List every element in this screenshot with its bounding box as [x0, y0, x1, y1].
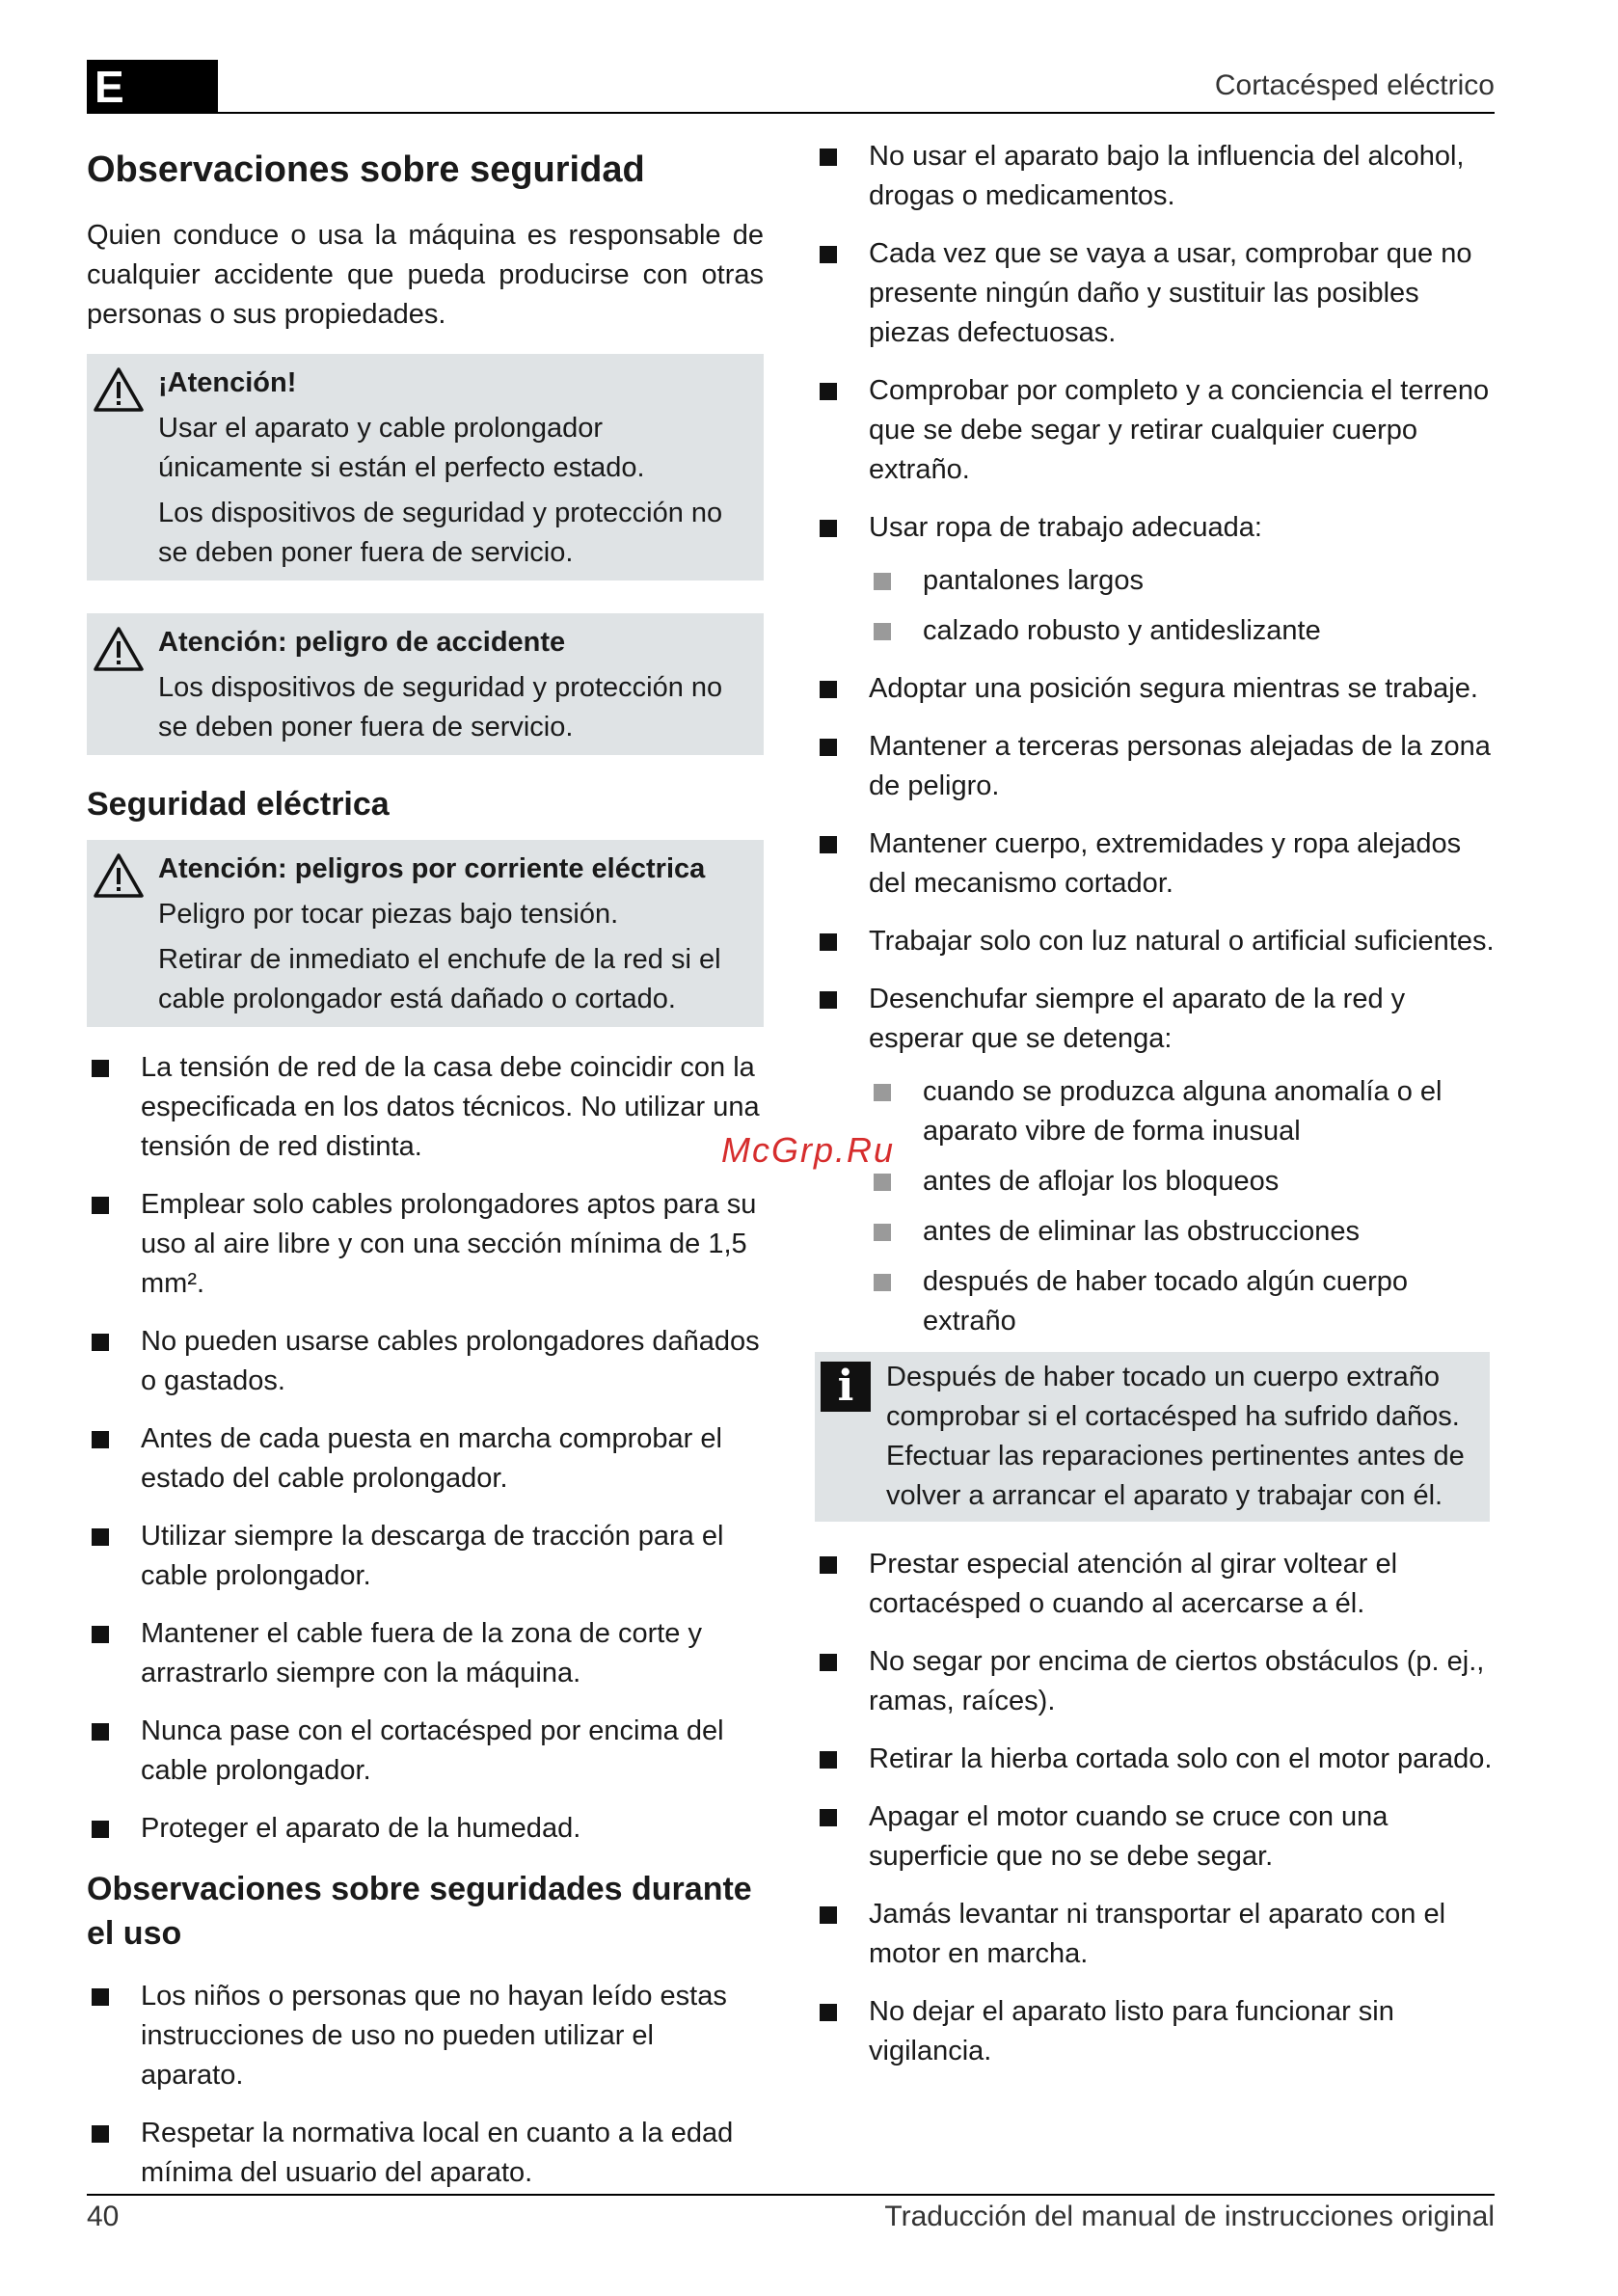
- page-number: 40: [87, 2201, 120, 2232]
- warning-box-accident: [87, 613, 764, 755]
- header-rule: [218, 112, 1495, 114]
- list-item: Comprobar por completo y a conciencia el terreno que se debe segar y retirar cualquier cuerpo extraño.: [815, 371, 1495, 490]
- watermark: McGrp.Ru: [721, 1130, 896, 1170]
- warning-title: ¡Atención!: [158, 367, 297, 398]
- list-item: Nunca pase con el cortacésped por encima del cable prolongador.: [87, 1712, 764, 1791]
- warning-triangle-icon: [93, 625, 145, 673]
- intro-paragraph: Quien conduce o usa la máquina es responsable de cualquier accidente que pueda producirse con otras personas o sus propiedades.: [87, 220, 764, 330]
- warning-box-attention: [87, 354, 764, 581]
- list-item: No usar el aparato bajo la influencia del alcohol, drogas o medicamentos.: [815, 137, 1495, 216]
- warning-text: Peligro por tocar piezas bajo tensión.: [158, 899, 619, 930]
- sublist-item: después de haber tocado algún cuerpo extraño: [869, 1262, 1495, 1341]
- list-item: Mantener a terceras personas alejadas de la zona de peligro.: [815, 727, 1495, 806]
- clothing-label: Usar ropa de trabajo adecuada:: [869, 512, 1262, 543]
- warning-text: Usar el aparato y cable prolongador únicamente si están el perfecto estado.: [158, 413, 645, 483]
- electric-safety-list: [87, 1048, 764, 1849]
- sublist-item: antes de aflojar los bloqueos: [869, 1162, 1495, 1202]
- list-item: Retirar la hierba cortada solo con el motor parado.: [815, 1740, 1495, 1779]
- unplug-label: Desenchufar siempre el aparato de la red y esperar que se detenga:: [869, 984, 1406, 1054]
- list-item: Cada vez que se vaya a usar, comprobar que no presente ningún daño y sustituir las posibles piezas defectuosas.: [815, 234, 1495, 353]
- list-item: No dejar el aparato listo para funcionar sin vigilancia.: [815, 1992, 1495, 2071]
- list-item: Los niños o personas que no hayan leído estas instrucciones de uso no pueden utilizar el aparato.: [87, 1977, 764, 2095]
- list-item: La tensión de red de la casa debe coincidir con la especificada en los datos técnicos. No utilizar una tensión de red distinta.: [87, 1048, 764, 1167]
- list-item: Prestar especial atención al girar voltear el cortacésped o cuando al acercarse a él.: [815, 1545, 1495, 1624]
- list-item: Apagar el motor cuando se cruce con una superficie que no se debe segar.: [815, 1797, 1495, 1877]
- warning-text: Los dispositivos de seguridad y protección no se deben poner fuera de servicio.: [158, 498, 723, 568]
- list-item: Antes de cada puesta en marcha comprobar el estado del cable prolongador.: [87, 1419, 764, 1499]
- heading-electric-safety: Seguridad eléctrica: [87, 786, 390, 823]
- left-column: [87, 135, 764, 2211]
- general-safety-list: [815, 137, 1495, 1341]
- warning-title: Atención: peligro de accidente: [158, 627, 566, 658]
- footer-rule: [87, 2194, 1495, 2196]
- info-text: Después de haber tocado un cuerpo extraño comprobar si el cortacésped ha sufrido daños. Efectuar las reparaciones pertinentes antes de volver a arrancar el aparato y trabajar con él.: [886, 1362, 1465, 1511]
- list-item: No segar por encima de ciertos obstáculos (p. ej., ramas, raíces).: [815, 1642, 1495, 1721]
- list-item: Mantener cuerpo, extremidades y ropa alejados del mecanismo cortador.: [815, 824, 1495, 904]
- sublist-item: antes de eliminar las obstrucciones: [869, 1212, 1495, 1252]
- info-box: [815, 1352, 1490, 1522]
- warning-text: Los dispositivos de seguridad y protección no se deben poner fuera de servicio.: [158, 672, 723, 743]
- list-item-clothing: [815, 508, 1495, 651]
- sublist-item: calzado robusto y antideslizante: [869, 611, 1495, 651]
- operation-safety-list: [815, 1545, 1495, 2071]
- warning-triangle-icon: [93, 851, 145, 900]
- list-item: Jamás levantar ni transportar el aparato con el motor en marcha.: [815, 1895, 1495, 1974]
- warning-title: Atención: peligros por corriente eléctrica: [158, 853, 706, 884]
- list-item: No pueden usarse cables prolongadores dañados o gastados.: [87, 1322, 764, 1401]
- list-item: Respetar la normativa local en cuanto a la edad mínima del usuario del aparato.: [87, 2114, 764, 2193]
- list-item: Utilizar siempre la descarga de tracción para el cable prolongador.: [87, 1517, 764, 1596]
- list-item-unplug: [815, 980, 1495, 1341]
- footer-title: Traducción del manual de instrucciones original: [884, 2201, 1495, 2232]
- list-item: Mantener el cable fuera de la zona de corte y arrastrarlo siempre con la máquina.: [87, 1614, 764, 1693]
- list-item: Trabajar solo con luz natural o artificial suficientes.: [815, 922, 1495, 961]
- language-tab: E: [87, 60, 218, 114]
- warning-box-electric: [87, 840, 764, 1027]
- list-item: Proteger el aparato de la humedad.: [87, 1809, 764, 1849]
- use-safety-list: [87, 1977, 764, 2193]
- heading-use-safety: Observaciones sobre seguridades durante el uso: [87, 1871, 752, 1952]
- right-column: [815, 137, 1495, 2090]
- info-icon: i: [821, 1362, 871, 1412]
- clothing-sublist: [869, 561, 1495, 651]
- warning-triangle-icon: [93, 365, 145, 414]
- warning-text: Retirar de inmediato el enchufe de la red si el cable prolongador está dañado o cortado.: [158, 944, 721, 1014]
- heading-safety: Observaciones sobre seguridad: [87, 149, 645, 190]
- list-item: Adoptar una posición segura mientras se trabaje.: [815, 669, 1495, 709]
- list-item: Emplear solo cables prolongadores aptos para su uso al aire libre y con una sección mínima de 1,5 mm².: [87, 1185, 764, 1304]
- sublist-item: cuando se produzca alguna anomalía o el aparato vibre de forma inusual: [869, 1072, 1495, 1151]
- sublist-item: pantalones largos: [869, 561, 1495, 601]
- header-title: Cortacésped eléctrico: [1214, 69, 1495, 101]
- unplug-sublist: [869, 1072, 1495, 1341]
